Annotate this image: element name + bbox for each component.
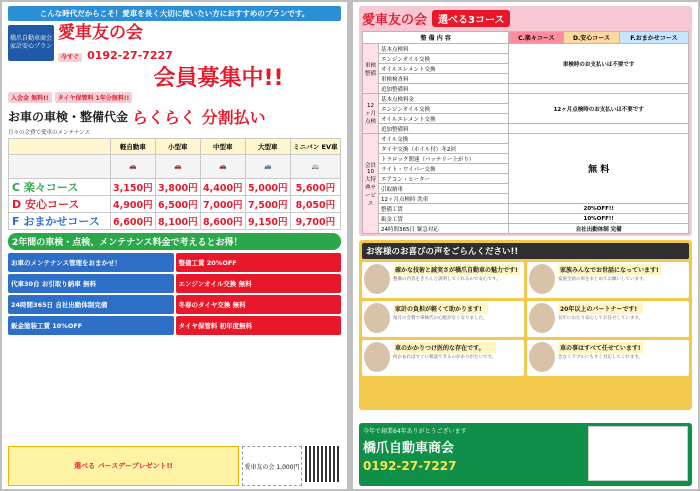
voice-grid xyxy=(362,262,689,376)
club-title: 愛車友の会 xyxy=(58,23,143,43)
recruit-heading: 会員募集中!! xyxy=(153,65,284,91)
call-now-pill: 今すぐ xyxy=(58,53,82,62)
coupon[interactable]: 愛車友の会 1,000円 xyxy=(242,446,302,486)
customer-voices xyxy=(359,240,692,410)
map-image xyxy=(588,426,688,481)
col-kei: 軽自動車 xyxy=(110,139,155,155)
banner-split: らくらく 分割払い xyxy=(132,107,266,127)
voice-card: 車の事はすべて任せています! 急なトラブルにもすぐ対応してくれます。 xyxy=(527,340,689,376)
feature-grid xyxy=(8,253,341,335)
feature-item: 整備工賃 20%OFF xyxy=(176,253,342,272)
pill-tire: タイヤ保管料 1年分無料!! xyxy=(55,92,133,103)
company-logo xyxy=(8,25,54,61)
voice-card: 車のかかりつけ医的な存在です。 何かあればすぐに相談できるのがありがたいです。 xyxy=(362,340,524,376)
maintenance-note: 月々の会費で愛車のメンテナンス xyxy=(8,129,91,136)
car-icon: 🚗 xyxy=(200,155,245,179)
footer-phone[interactable]: 0192-27-7227 xyxy=(363,459,457,473)
qr-code-icon[interactable] xyxy=(305,446,341,482)
avatar xyxy=(364,264,390,294)
feature-item: 24時間365日 自社出動体制完備 xyxy=(8,295,174,314)
col-small: 小型車 xyxy=(155,139,200,155)
tagline: こんな時代だからこそ！愛車を長く大切に使いたい方におすすめのプランです。 xyxy=(8,6,341,21)
voice-card: 確かな技術と誠実さが橋爪自動車の魅力です! 整備の内容をきちんと説明してくれるので安心です。 xyxy=(362,262,524,298)
voice-card: 20年以上のパートナーです! 長年にわたり安心してお任せしています。 xyxy=(527,301,689,337)
company-footer xyxy=(359,423,692,486)
table-row: D 安心コース 4,900円 6,500円 7,000円 7,500円 8,050円 xyxy=(9,196,341,213)
col-large: 大型車 xyxy=(245,139,290,155)
bottom-strip xyxy=(8,446,341,486)
car-icon: 🚗 xyxy=(110,155,155,179)
col-mid: 中型車 xyxy=(200,139,245,155)
right-page xyxy=(353,2,698,489)
voice-card: 家族みんなでお世話になっています! 家族全員の車をまとめてお願いしています。 xyxy=(527,262,689,298)
logo-plan: 家計安心プラン xyxy=(9,43,52,51)
avatar xyxy=(529,303,555,333)
course-title: 愛車友の会 xyxy=(362,13,428,28)
feature-item: エンジンオイル交換 無料 xyxy=(176,274,342,293)
table-row: F おまかせコース 6,600円 8,100円 8,600円 9,150円 9,700円 xyxy=(9,213,341,230)
voice-card: 家計の負担が軽くて助かります! 毎月の会費で車検代の心配がなくなりました。 xyxy=(362,301,524,337)
course-table: 整 備 内 容 C.楽々コース D.安心コース F.おまかせコース 車検整備 基本点検料 車検時のお支払いは不要です エンジンオイル交換 オイルエレメント交換 車検検査料 追加整備料 12ヶ月点検 基本点検料金 12ヶ月点検時のお支払いは不要です エンジンオイル交換 オイルエレメント交換 追加整備料 会員10大特典サービス オイル交換 無 料 タイヤ交換（ホイル付）冬2回 トラロック関連（バッテリー上がり） ライト・ワイパー交換 エアコン・ヒーター 引取納車 12ヶ月点検時 洗車 整備工賃 20%OFF!! 鈑金工賃 10%OFF!! 24時間365日 緊急対応 自社出動体制 完備 xyxy=(362,31,689,234)
car-icon: 🚐 xyxy=(290,155,340,179)
avatar xyxy=(529,264,555,294)
banner-note: お車の車検・整備代金 xyxy=(8,109,129,124)
col-minivan: ミニバン EV車 xyxy=(290,139,340,155)
avatar xyxy=(364,303,390,333)
feature-item: 鈑金塗装工賃 10%OFF xyxy=(8,316,174,335)
course-section xyxy=(359,6,692,236)
pill-entry: 入会金 無料!! xyxy=(8,92,52,103)
price-table xyxy=(8,138,341,230)
course-badge: 選べる3コース xyxy=(432,10,510,27)
table-row: C 楽々コース 3,150円 3,800円 4,400円 5,000円 5,600円 xyxy=(9,179,341,196)
brand-header xyxy=(8,24,341,63)
birthday-banner: 選べる バースデープレゼント!! xyxy=(8,446,239,486)
feature-item: 代車30台 お引取り納車 無料 xyxy=(8,274,174,293)
car-icon: 🚙 xyxy=(245,155,290,179)
footer-line: 今年で創業64年ありがとうございます xyxy=(363,428,467,435)
car-icon: 🚗 xyxy=(155,155,200,179)
split-banner xyxy=(8,105,341,128)
course-header xyxy=(362,9,689,28)
pill-row xyxy=(8,92,341,103)
footer-company: 橋爪自動車商会 xyxy=(363,441,455,456)
logo-name: 橋爪自動車商会 xyxy=(9,35,52,43)
feature-item: タイヤ保管料 初年度無料 xyxy=(176,316,342,335)
feature-item: お車のメンテナンス管理をおまかせ！ xyxy=(8,253,174,272)
green-bar: 2年間の車検・点検、メンテナンス料金で考えるとお得！ xyxy=(8,233,341,250)
feature-item: 冬春のタイヤ交換 無料 xyxy=(176,295,342,314)
phone-number[interactable]: 0192-27-7227 xyxy=(87,48,173,62)
avatar xyxy=(529,342,555,372)
avatar xyxy=(364,342,390,372)
car-images-row xyxy=(9,155,341,179)
voice-heading: お客様のお喜びの声をごらんください!! xyxy=(362,243,689,259)
left-page xyxy=(2,2,347,489)
